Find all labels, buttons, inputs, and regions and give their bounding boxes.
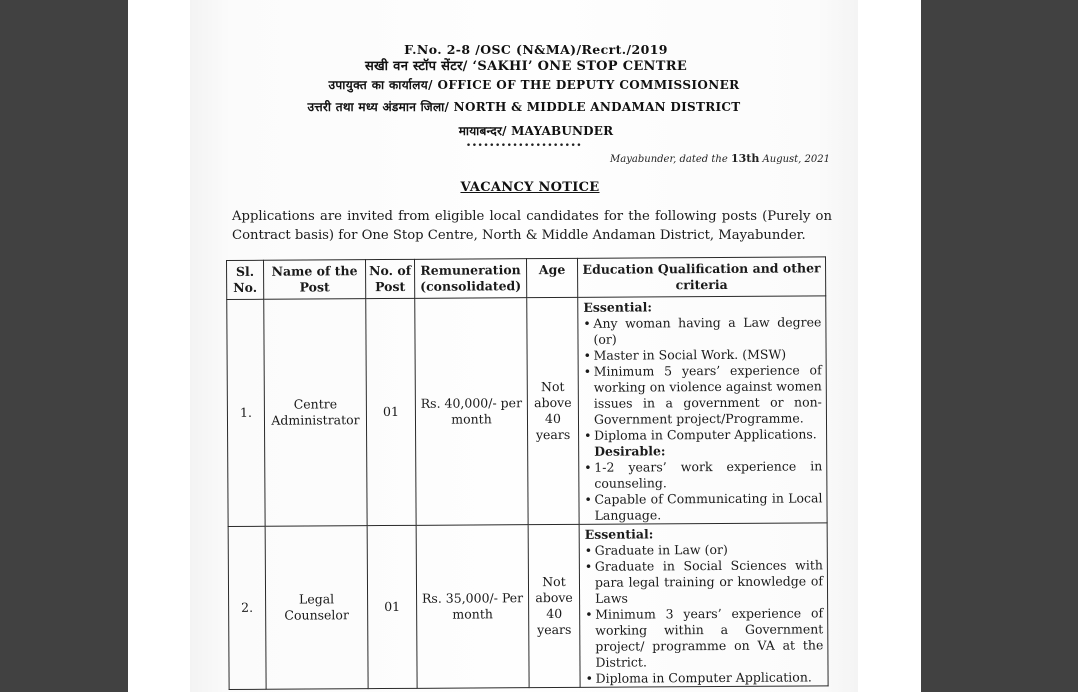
list-item: • Graduate in Law (or) [585,541,823,558]
cell-age: Not above 40 years [528,524,580,687]
list-item: • 1-2 years’ work experience in counseling. [584,458,822,491]
list-item: • Graduate in Social Sciences with para legal training or knowledge of Laws [585,557,823,606]
cell-no: 01 [367,525,417,688]
cell-remuneration: Rs. 35,000/- Per month [416,525,529,689]
office-name: उपायुक्त का कार्यालय/ OFFICE OF THE DEPUTY COMMISSIONER [328,78,740,92]
intro-paragraph: Applications are invited from eligible local candidates for the following posts (Purely on Contract basis) for One Stop Centre, North & Middle Andaman District, Mayabunder. [232,209,832,243]
essential-list [585,541,824,686]
document-page [128,0,921,692]
place-name: मायाबन्दर/ MAYABUNDER [458,124,614,138]
header-no: No. of Post [366,259,415,298]
cell-post: Legal Counselor [265,526,368,690]
essential-label: Essential: [583,299,652,315]
scanned-notice [190,0,858,692]
list-item: • Minimum 3 years’ experience of working within a Government project/ programme on VA at the District. [585,605,823,670]
separator-stars: •••••••••••••••••••• [465,141,583,151]
essential-label: Essential: [584,526,654,542]
list-item: • Capable of Communicating in Local Language. [584,490,822,523]
header-age: Age [526,258,577,297]
desirable-label: Desirable: [594,443,666,459]
table-row [227,296,827,527]
table-row [228,523,828,690]
cell-sl: 1. [227,299,265,526]
list-item: • Any woman having a Law degree (or) [583,314,821,347]
date-prefix: Mayabunder, dated the [610,154,728,165]
table-header-row [227,257,826,300]
desirable-list [584,458,822,523]
notice-title: VACANCY NOTICE [460,180,600,195]
date-suffix: August, 2021 [762,154,830,165]
cell-criteria [579,523,828,688]
essential-list [583,314,822,443]
cell-age: Not above 40 years [527,297,579,524]
header-sl: Sl. No. [227,260,264,299]
cell-criteria [578,296,827,525]
district-name: उत्तरी तथा मध्य अंडमान जिला/ NORTH & MIDDLE ANDAMAN DISTRICT [307,100,741,114]
list-item: • Master in Social Work. (MSW) [584,346,822,363]
header-post: Name of the Post [264,260,366,300]
cell-sl: 2. [228,526,266,689]
file-number: F.No. 2-8 /OSC (N&MA)/Recrt./2019 [404,42,668,57]
centre-name: सखी वन स्टॉप सेंटर/ ‘SAKHI’ ONE STOP CENTRE [364,59,688,74]
list-item: • Minimum 5 years’ experience of working on violence against women issues in a government or non-Government project/Programme. [584,362,822,427]
vacancy-table [226,256,829,690]
list-item: • Diploma in Computer Application. [586,669,824,686]
date-day: 13th [730,152,760,165]
date-line [610,152,830,165]
cell-post: Centre Administrator [264,299,367,527]
list-item: • Diploma in Computer Applications. [584,426,822,443]
header-remuneration: Remuneration (consolidated) [414,259,526,299]
header-criteria: Education Qualification and other criteria [577,257,825,298]
cell-no: 01 [366,298,416,525]
cell-remuneration: Rs. 40,000/- per month [415,298,528,526]
